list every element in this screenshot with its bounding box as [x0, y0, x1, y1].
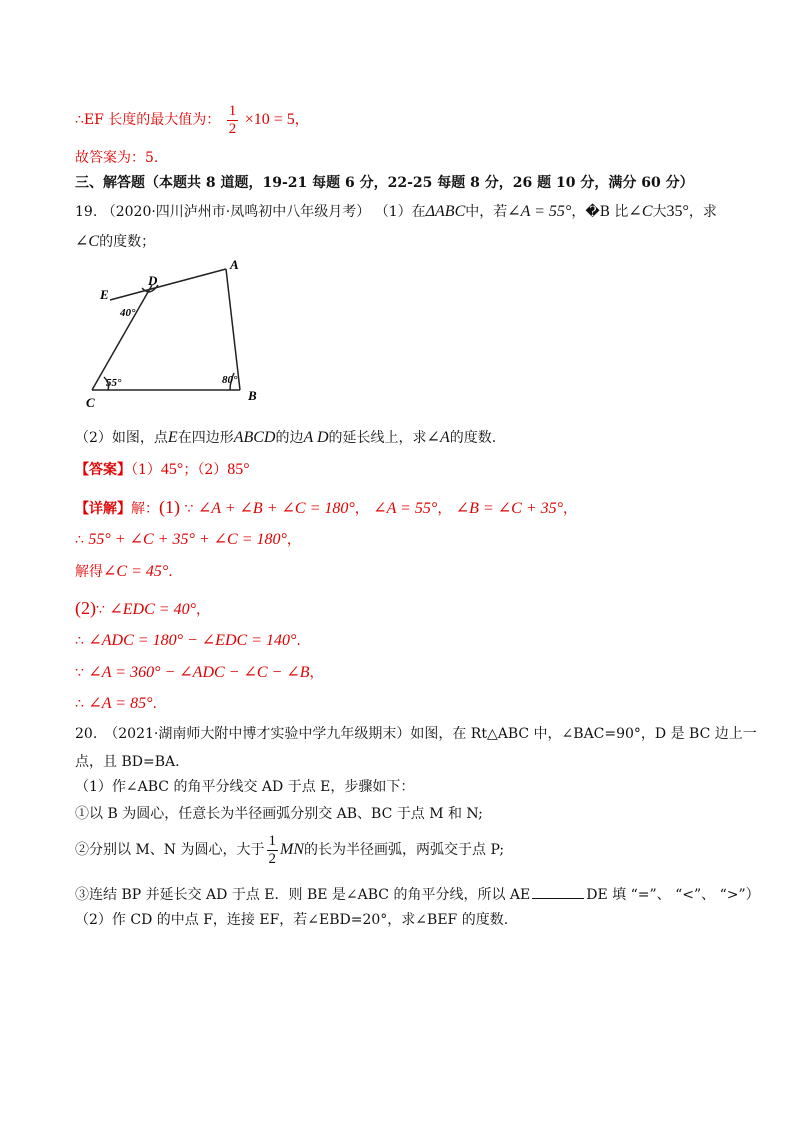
q19-line2 — [75, 232, 155, 252]
diff-35: 35° — [666, 203, 689, 220]
comma: ， — [563, 501, 578, 517]
answer-part1-label: （1） — [131, 462, 161, 478]
step-index-1: (1) — [159, 497, 180, 517]
eq-substituted: 55° + ∠C + 35° + ∠C = 180° — [88, 531, 287, 548]
ef-max-end: ， — [294, 112, 309, 128]
q20-line5 — [75, 830, 504, 870]
quad-abcd: ABCD — [233, 429, 276, 446]
detail-tag: 【详解】 — [75, 501, 131, 517]
detail-line2 — [75, 530, 301, 550]
q20-line7: （2）作 CD 的中点 F，连接 EF，若∠EBD=20°，求∠BEF 的度数. — [75, 912, 509, 928]
label-b: B — [248, 388, 257, 403]
comma: ， — [286, 532, 301, 548]
q19-answer — [75, 460, 250, 480]
answer-tag: 【答案】 — [75, 462, 131, 478]
therefore-symbol: ∴ — [75, 633, 84, 649]
detail-jie: 解： — [131, 501, 159, 517]
answer-separator: ；（2） — [183, 462, 228, 478]
therefore-symbol: ∴ — [75, 696, 84, 712]
half-fraction — [227, 103, 239, 138]
q20-text: 的长为半径画弧，两弧交于点 P; — [304, 842, 505, 858]
eq-angle-a-expr: ∠A = 360° − ∠ADC − ∠C − ∠B — [88, 664, 310, 681]
previous-answer: 故答案为：5. — [75, 150, 159, 166]
section-heading: 三、解答题（本题共 8 道题，19-21 每题 6 分，22-25 每题 8 分，26 题 10 分，满分 60 分） — [75, 175, 694, 191]
detail-line3 — [75, 562, 173, 582]
fraction-numerator: 1 — [268, 832, 276, 849]
q19-text: 在四边形 — [177, 430, 234, 446]
detail-line1 — [75, 497, 577, 519]
line-ea — [110, 269, 226, 300]
q19-text: 的延长线上，求 — [328, 430, 427, 446]
q19-text: ，求 — [688, 204, 717, 220]
eq-angle-c-45: ∠C = 45° — [103, 563, 169, 580]
q19-source: （2020·四川泸州市·凤鸣初中八年级月考） — [101, 204, 371, 220]
answer-part1-value: 45° — [160, 461, 184, 478]
q20-text: ②分别以 M、N 为圆心，大于 — [75, 842, 265, 858]
angle-c: ∠C — [75, 233, 100, 250]
q19-text: （2）如图，点 — [75, 430, 168, 446]
side-ab — [226, 269, 240, 390]
therefore-symbol: ∴ — [75, 532, 84, 548]
side-ad: A D — [303, 429, 329, 446]
detail-line4 — [75, 598, 210, 620]
eq-angle-edc: ∠EDC = 40° — [109, 601, 196, 618]
eq-angle-adc: ∠ADC = 180° − ∠EDC = 140° — [88, 632, 297, 649]
period: . — [168, 564, 173, 580]
q20-text: DE 填 “=”、 “<”、 “>”） — [586, 887, 760, 903]
ef-max-prefix: ∴EF 长度的最大值为： — [75, 112, 221, 128]
detail-line7 — [75, 694, 157, 714]
step-index-2: (2) — [75, 598, 96, 618]
comma: ， — [195, 602, 210, 618]
quadrilateral-figure — [80, 255, 280, 410]
period: . — [296, 633, 301, 649]
detail-line6 — [75, 663, 324, 683]
comma: ， — [309, 665, 324, 681]
half-fraction — [267, 833, 279, 868]
because-symbol: ∵ — [96, 602, 105, 618]
angle-label-d: 40° — [120, 307, 136, 319]
q20-line3: （1）作∠ABC 的角平分线交 AD 于点 E，步骤如下： — [75, 779, 415, 795]
period: . — [152, 696, 157, 712]
fraction-denominator: 2 — [228, 120, 237, 137]
answer-blank[interactable] — [532, 884, 584, 899]
solve-text: 解得 — [75, 564, 103, 580]
eq-angle-a: ∠A = 55° — [373, 500, 438, 517]
label-d: D — [148, 273, 158, 288]
q19-number: 19. — [75, 204, 98, 220]
angle-label-c: 55° — [106, 377, 122, 389]
label-c: C — [86, 395, 95, 410]
q19-part2 — [75, 428, 496, 448]
fraction-numerator: 1 — [228, 102, 237, 119]
detail-line5 — [75, 631, 301, 651]
comma: ， — [437, 501, 452, 517]
eq-angle-b: ∠B = ∠C + 35° — [455, 500, 564, 517]
label-a: A — [230, 257, 239, 272]
q19-text: 大 — [652, 204, 667, 220]
point-e: E — [167, 429, 178, 446]
segment-mn: MN — [280, 841, 304, 858]
q20-line1: 20. （2021·湖南师大附中博才实验中学九年级期末）如图，在 Rt△ABC 中，∠BAC=90°，D 是 BC 边上一 — [75, 726, 757, 742]
q19-text: ，�B 比 — [571, 204, 629, 220]
q19-text: 的边 — [275, 430, 304, 446]
q19-text: 中，若 — [465, 204, 508, 220]
comma: ， — [354, 501, 369, 517]
q19-text: 的度数. — [449, 430, 497, 446]
fraction-denominator: 2 — [268, 850, 276, 867]
q19-text: （1）在 — [374, 204, 426, 220]
label-e: E — [100, 287, 109, 302]
q19-line1 — [75, 202, 717, 222]
because-symbol: ∵ — [75, 665, 84, 681]
answer-part2-value: 85° — [227, 461, 250, 478]
ef-max-tail: ×10 = 5 — [244, 111, 295, 128]
because-symbol: ∵ — [184, 501, 194, 517]
q20-line4: ①以 B 为圆心，任意长为半径画弧分别交 AB、BC 于点 M 和 N; — [75, 806, 483, 822]
eq-angle-sum: ∠A + ∠B + ∠C = 180° — [197, 500, 355, 517]
q20-text: ③连结 BP 并延长交 AD 于点 E．则 BE 是∠ABC 的角平分线，所以 AE — [75, 887, 531, 903]
ef-max-line — [75, 100, 309, 140]
q19-text: 的度数； — [99, 234, 156, 250]
angle-c: ∠C — [628, 203, 653, 220]
angle-label-b: 80° — [222, 374, 238, 386]
q20-line6 — [75, 884, 760, 905]
angle-a-55: ∠A = 55° — [507, 203, 572, 220]
q20-line2: 点，且 BD=BA. — [75, 754, 180, 770]
angle-a: ∠A — [426, 429, 450, 446]
triangle-abc: ΔABC — [425, 203, 466, 220]
eq-angle-a-85: ∠A = 85° — [88, 695, 153, 712]
